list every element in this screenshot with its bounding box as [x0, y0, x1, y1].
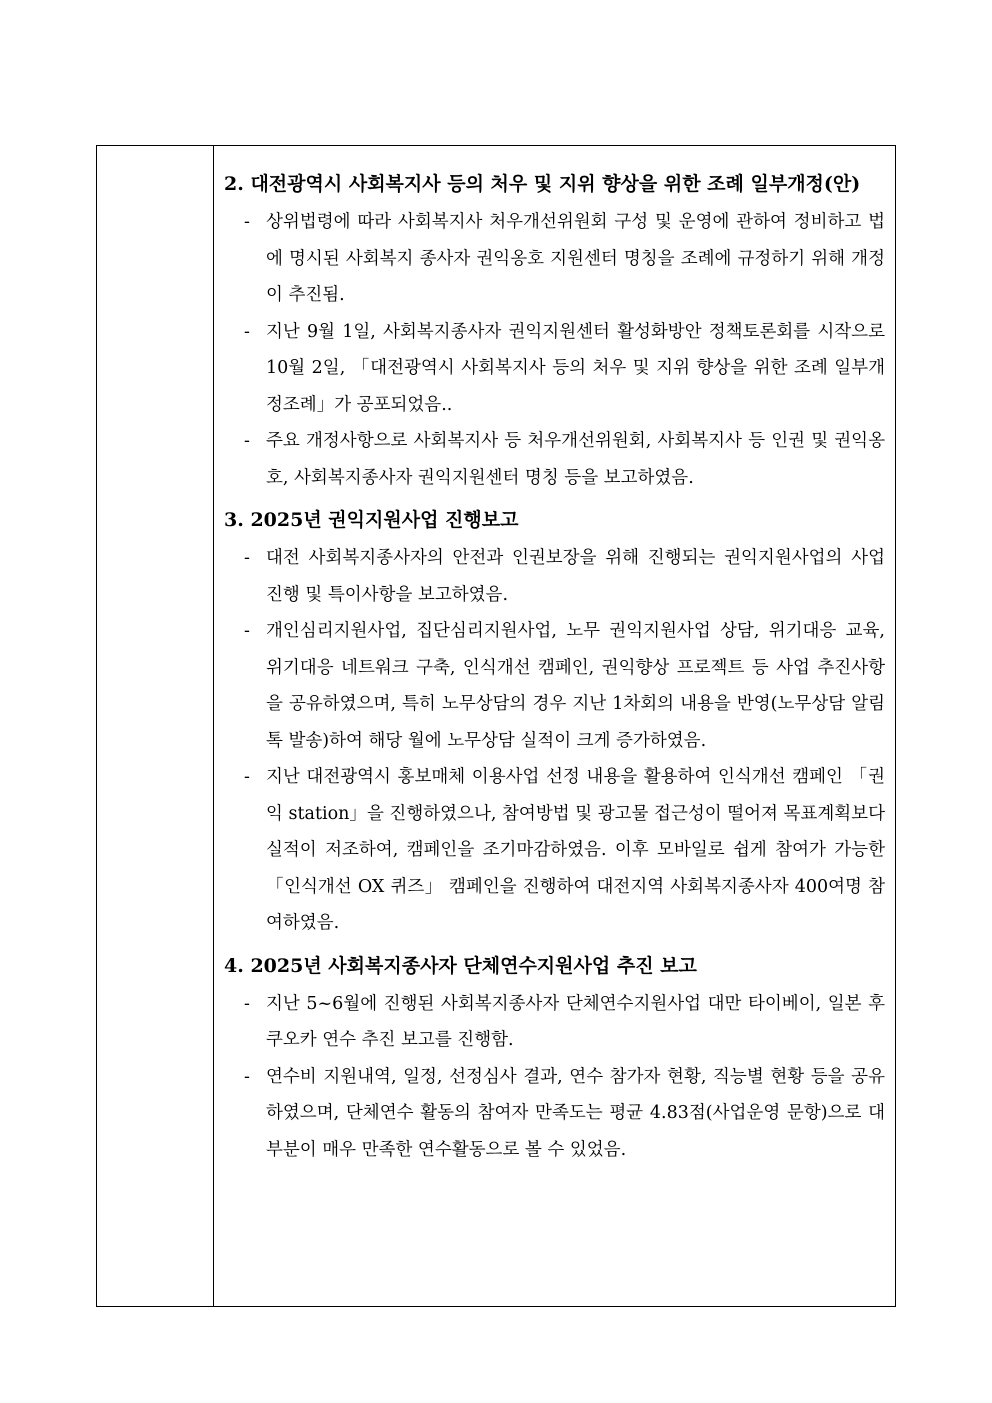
bullet-dash: - [244, 1066, 250, 1087]
list-item-text: 지난 대전광역시 홍보매체 이용사업 선정 내용을 활용하여 인식개선 캠페인 「권익 station」을 진행하였으나, 참여방법 및 광고물 접근성이 떨어져 목표계획보다 실적이 저조하여, 캠페인을 조기마감하였음. 이후 모바일로 쉽게 참여가 가능한 「인식개선 OX 퀴즈」 캠페인을 진행하여 대전지역 사회복지종사자 400여명 참여하였음. [266, 767, 885, 933]
list-item [224, 423, 885, 496]
table-right-column [214, 146, 895, 1306]
bullet-dash: - [244, 212, 250, 232]
list-item-text: 대전 사회복지종사자의 안전과 인권보장을 위해 진행되는 권익지원사업의 사업 진행 및 특이사항을 보고하였음. [266, 548, 885, 605]
bullet-dash: - [244, 621, 250, 641]
bullet-dash: - [244, 993, 250, 1014]
list-item [224, 759, 885, 942]
list-item [224, 1059, 885, 1169]
list-item-text: 상위법령에 따라 사회복지사 처우개선위원회 구성 및 운영에 관하여 정비하고 법에 명시된 사회복지 종사자 권익옹호 지원센터 명칭을 조례에 규정하기 위해 개정이 추진됨. [266, 212, 885, 305]
document-table [96, 145, 896, 1307]
section-title: 3. 2025년 권익지원사업 진행보고 [224, 509, 519, 531]
list-item [224, 986, 885, 1059]
bullet-dash: - [244, 767, 250, 787]
section-title: 4. 2025년 사회복지종사자 단체연수지원사업 추진 보고 [224, 954, 697, 977]
list-item-text: 개인심리지원사업, 집단심리지원사업, 노무 권익지원사업 상담, 위기대응 교육, 위기대응 네트워크 구축, 인식개선 캠페인, 권익향상 프로젝트 등 사업 추진사항을 공유하였으며, 특히 노무상담의 경우 지난 1차회의 내용을 반영(노무상담 알림톡 발송)하여 해당 월에 노무상담 실적이 크게 증가하였음. [266, 621, 885, 751]
table-left-column [97, 146, 214, 1306]
list-item [224, 540, 885, 613]
section-title: 2. 대전광역시 사회복지사 등의 처우 및 지위 향상을 위한 조례 일부개정(안) [224, 173, 861, 195]
list-item-text: 연수비 지원내역, 일정, 선정심사 결과, 연수 참가자 현황, 직능별 현황 등을 공유하였으며, 단체연수 활동의 참여자 만족도는 평균 4.83점(사업운영 문항)으로 대부분이 매우 만족한 연수활동으로 볼 수 있었음. [266, 1066, 885, 1160]
list-item-text: 지난 5~6월에 진행된 사회복지종사자 단체연수지원사업 대만 타이베이, 일본 후쿠오카 연수 추진 보고를 진행함. [266, 993, 885, 1050]
bullet-dash: - [244, 431, 250, 451]
list-item [224, 204, 885, 314]
list-item [224, 314, 885, 424]
list-item-text: 지난 9월 1일, 사회복지종사자 권익지원센터 활성화방안 정책토론회를 시작으로 10월 2일, 「대전광역시 사회복지사 등의 처우 및 지위 향상을 위한 조례 일부개정조례」가 공포되었음.. [266, 321, 885, 415]
bullet-dash: - [244, 548, 250, 568]
bullet-dash: - [244, 321, 250, 342]
list-item-text: 주요 개정사항으로 사회복지사 등 처우개선위원회, 사회복지사 등 인권 및 권익옹호, 사회복지종사자 권익지원센터 명칭 등을 보고하였음. [266, 431, 885, 488]
list-item [224, 613, 885, 759]
